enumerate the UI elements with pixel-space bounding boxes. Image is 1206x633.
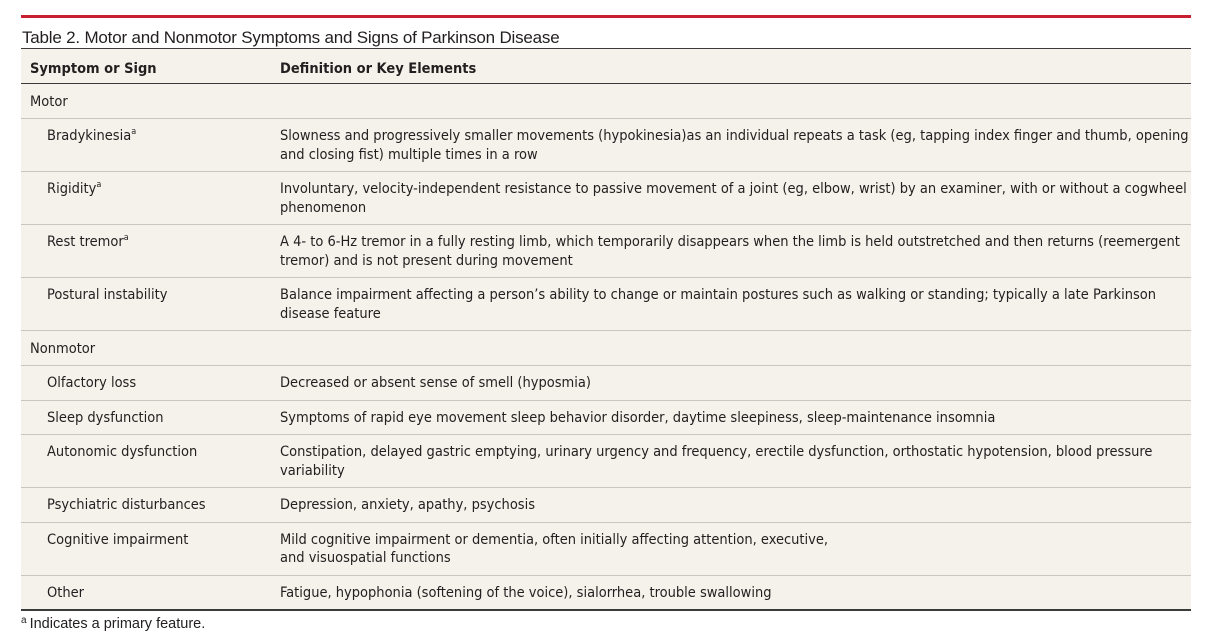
definition-cell: Slowness and progressively smaller movements (hypokinesia)as an individual repeats a task (eg, tapping index finger and thumb, opening and closing fist) multiple times in a row — [280, 119, 1191, 172]
footnote-mark: a — [21, 615, 27, 626]
header-row — [21, 49, 1191, 84]
symptom-cell: Olfactory loss — [21, 366, 280, 401]
table-row — [21, 400, 1191, 435]
definition-cell: Constipation, delayed gastric emptying, urinary urgency and frequency, erectile dysfunction, orthostatic hypotension, blood pressure variability — [280, 435, 1191, 488]
group-row-nonmotor — [21, 331, 1191, 366]
table-row — [21, 435, 1191, 488]
symptom-cell: Autonomic dysfunction — [21, 435, 280, 488]
symptom-name: Postural instability — [47, 287, 168, 303]
group-label: Motor — [21, 84, 1191, 119]
definition-cell: Symptoms of rapid eye movement sleep behavior disorder, daytime sleepiness, sleep-maintenance insomnia — [280, 400, 1191, 435]
footnote-mark: a — [131, 127, 137, 137]
group-row-motor — [21, 84, 1191, 119]
symptom-cell: Psychiatric disturbances — [21, 488, 280, 523]
definition-cell: A 4- to 6-Hz tremor in a fully resting limb, which temporarily disappears when the limb is held outstretched and then returns (reemergent tremor) and is not present during movement — [280, 225, 1191, 278]
definition-cell: Balance impairment affecting a person’s ability to change or maintain postures such as walking or standing; typically a late Parkinson disease feature — [280, 278, 1191, 331]
definition-cell: Fatigue, hypophonia (softening of the voice), sialorrhea, trouble swallowing — [280, 575, 1191, 610]
table-row — [21, 172, 1191, 225]
table-row — [21, 575, 1191, 610]
definition-cell: Decreased or absent sense of smell (hyposmia) — [280, 366, 1191, 401]
footnote-mark: a — [123, 233, 129, 243]
table-row — [21, 366, 1191, 401]
table-row — [21, 278, 1191, 331]
table-row — [21, 119, 1191, 172]
symptoms-table — [21, 48, 1191, 611]
definition-line-2: and visuospatial functions — [280, 550, 451, 566]
table-row — [21, 225, 1191, 278]
header-symptom: Symptom or Sign — [21, 49, 280, 84]
group-label: Nonmotor — [21, 331, 1191, 366]
symptom-cell: Cognitive impairment — [21, 522, 280, 575]
symptom-cell — [21, 278, 280, 331]
definition-cell: Depression, anxiety, apathy, psychosis — [280, 488, 1191, 523]
symptom-name: Rigidity — [47, 181, 97, 197]
table-row — [21, 488, 1191, 523]
definition-cell — [280, 522, 1191, 575]
table-figure — [21, 15, 1191, 633]
definition-line-1: Mild cognitive impairment or dementia, often initially affecting attention, executive, — [280, 531, 829, 548]
table-title: Table 2. Motor and Nonmotor Symptoms and Signs of Parkinson Disease — [22, 28, 560, 47]
symptom-name: Rest tremor — [47, 234, 124, 250]
symptom-cell — [21, 225, 280, 278]
footnote-text: Indicates a primary feature. — [29, 616, 206, 632]
header-definition: Definition or Key Elements — [280, 49, 1191, 84]
footnote-mark: a — [96, 180, 102, 190]
symptom-cell — [21, 172, 280, 225]
symptom-cell: Other — [21, 575, 280, 610]
table-footnote — [21, 611, 1191, 633]
table-row — [21, 522, 1191, 575]
symptom-cell: Sleep dysfunction — [21, 400, 280, 435]
symptom-cell — [21, 119, 280, 172]
definition-cell: Involuntary, velocity-independent resistance to passive movement of a joint (eg, elbow, wrist) by an examiner, with or without a cogwheel phenomenon — [280, 172, 1191, 225]
symptom-name: Bradykinesia — [47, 128, 132, 144]
